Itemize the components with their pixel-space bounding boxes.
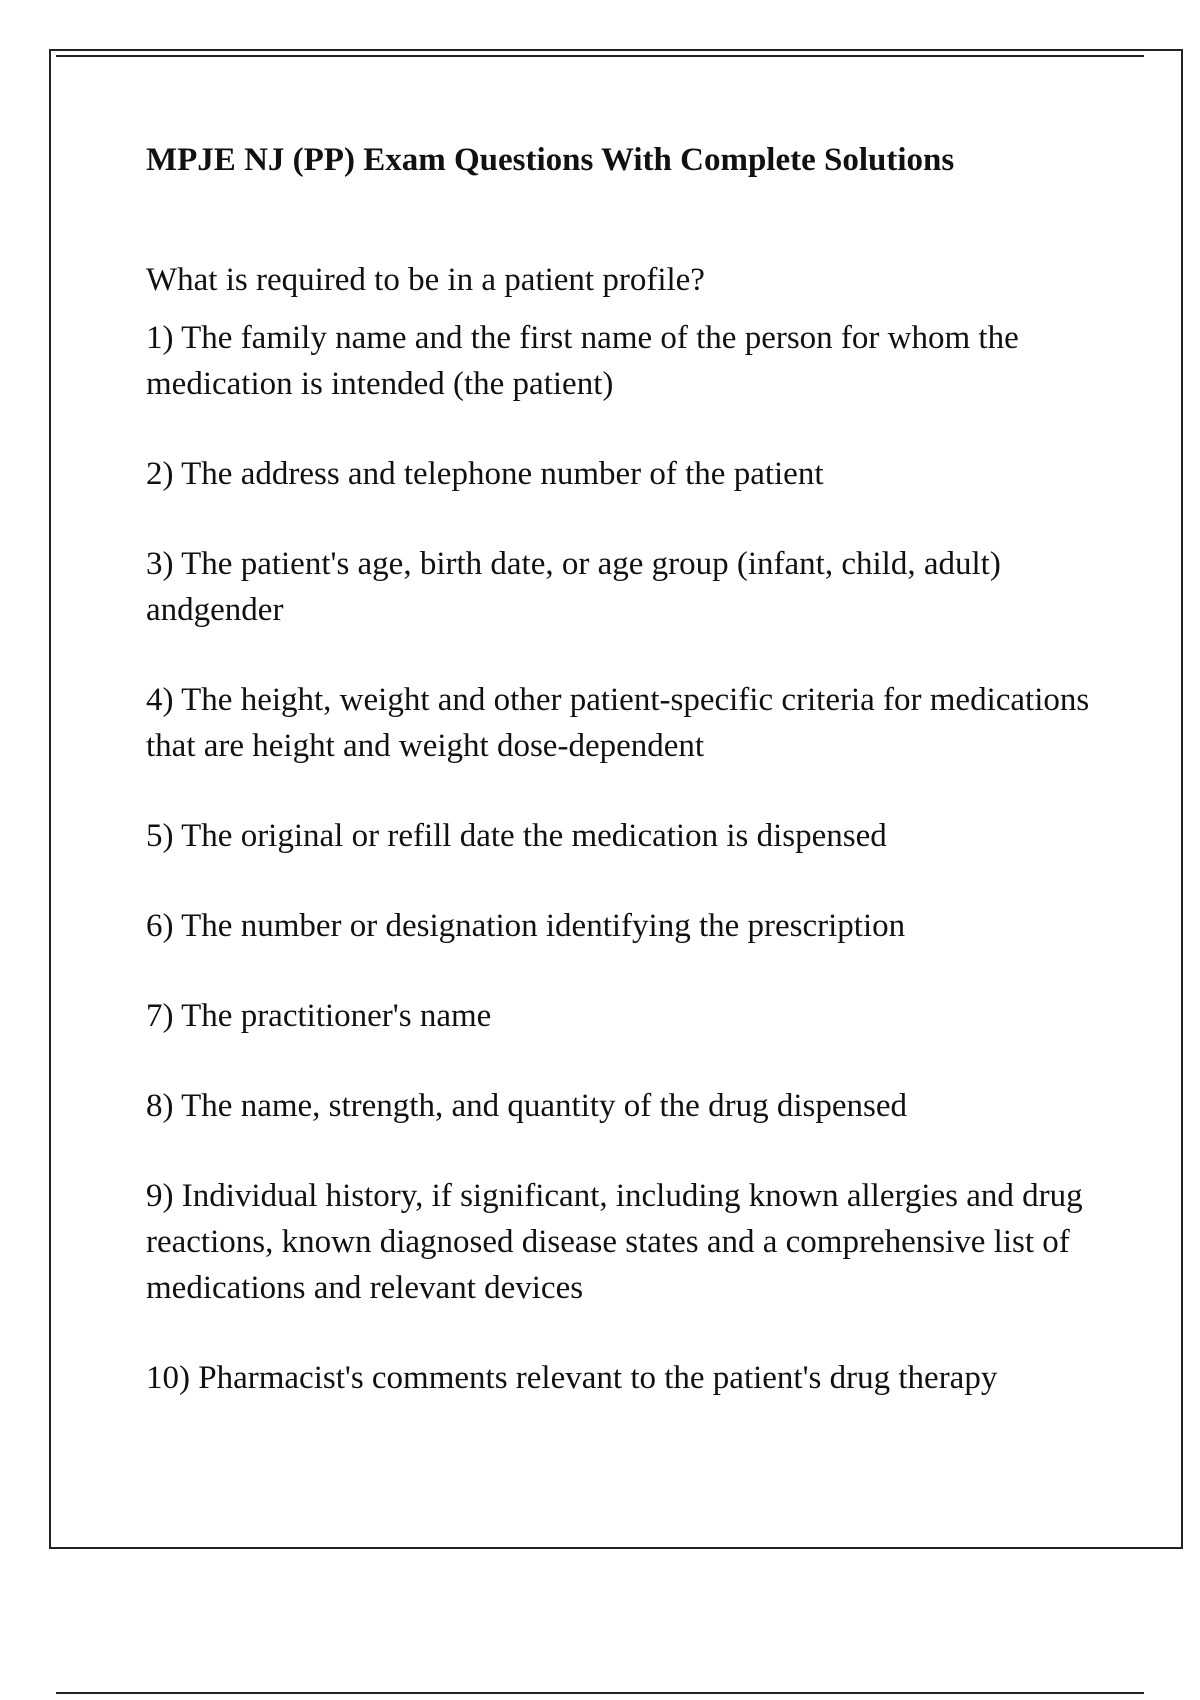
document-title: MPJE NJ (PP) Exam Questions With Complete Solutions [146, 142, 955, 178]
answer-item-5: 5) The original or refill date the medication is dispensed [146, 818, 887, 854]
answer-item-8: 8) The name, strength, and quantity of the drug dispensed [146, 1088, 907, 1124]
answer-item-2: 2) The address and telephone number of the patient [146, 456, 824, 492]
answer-item-7: 7) The practitioner's name [146, 998, 492, 1034]
answer-list [146, 315, 1106, 1401]
bottom-rule [56, 1692, 1144, 1694]
question-text: What is required to be in a patient profile? [146, 262, 705, 298]
answer-item-9: 9) Individual history, if significant, including known allergies and drug reactions, known diagnosed disease states and a comprehensive list of medications and relevant devices [146, 1178, 1083, 1306]
answer-item-4: 4) The height, weight and other patient-specific criteria for medications that are height and weight dose-dependent [146, 682, 1090, 764]
answer-item-10: 10) Pharmacist's comments relevant to the patient's drug therapy [146, 1360, 998, 1396]
answer-item-1: 1) The family name and the first name of the person for whom the medication is intended (the patient) [146, 320, 1019, 402]
document-body [146, 140, 1106, 1445]
answer-item-6: 6) The number or designation identifying the prescription [146, 908, 906, 944]
answer-item-3: 3) The patient's age, birth date, or age group (infant, child, adult) andgender [146, 546, 1001, 628]
top-rule [56, 55, 1144, 57]
